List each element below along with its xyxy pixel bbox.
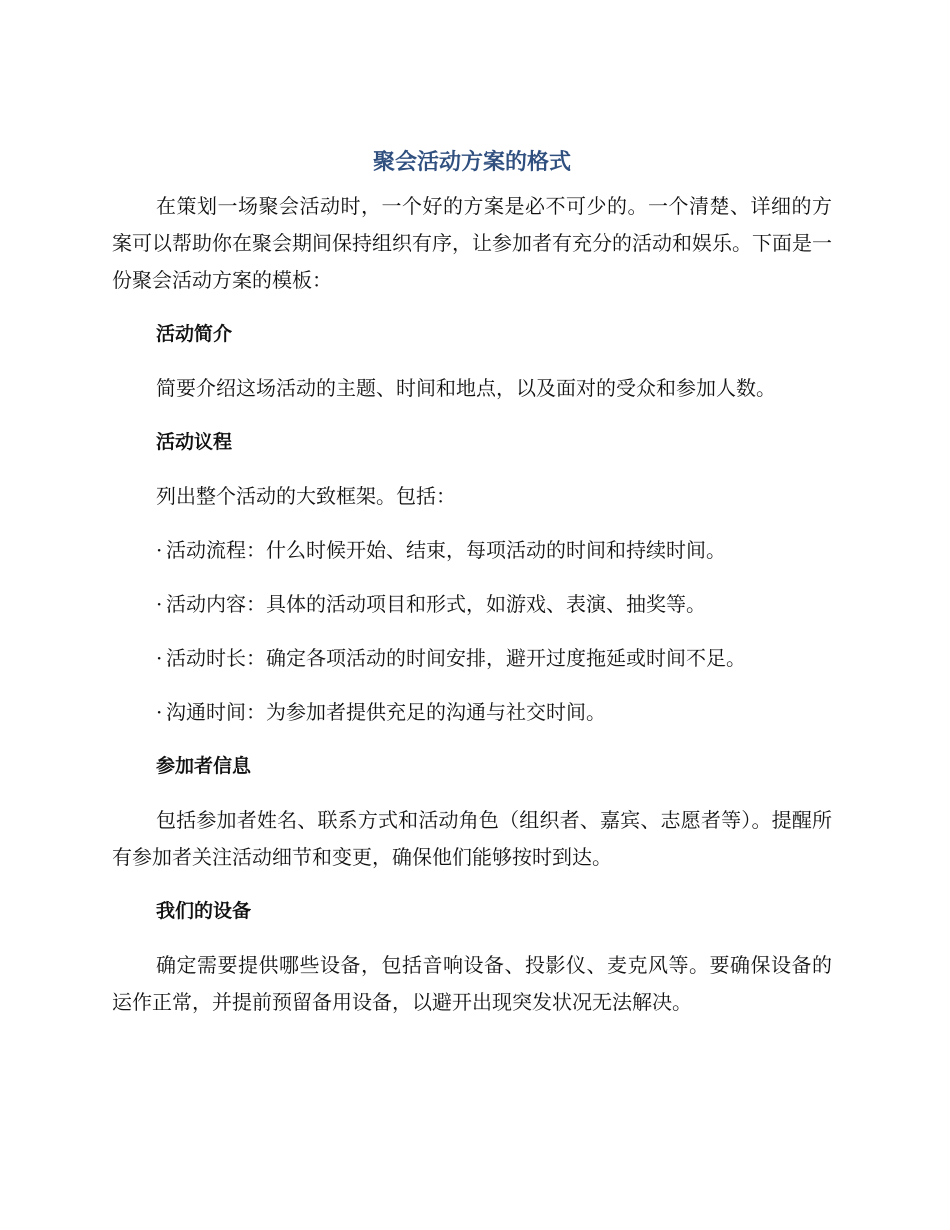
bullet-marker: ·: [156, 592, 163, 616]
bullet-text: 活动流程：什么时候开始、结束，每项活动的时间和持续时间。: [166, 538, 726, 562]
section-paragraph-overview: 简要介绍这场活动的主题、时间和地点，以及面对的受众和参加人数。: [156, 376, 776, 400]
agenda-bullet-item: [112, 586, 832, 623]
document-content: [112, 140, 832, 1038]
intro-paragraph: 在策划一场聚会活动时，一个好的方案是必不可少的。一个清楚、详细的方案可以帮助你在聚会期间保持组织有序，让参加者有充分的活动和娱乐。下面是一份聚会活动方案的模板：: [112, 194, 832, 292]
agenda-bullet-item: [112, 532, 832, 569]
document-title: 聚会活动方案的格式: [372, 150, 571, 175]
agenda-bullet-item: [112, 694, 832, 731]
bullet-text: 沟通时间：为参加者提供充足的沟通与社交时间。: [166, 700, 606, 724]
bullet-marker: ·: [156, 538, 163, 562]
bullet-text: 活动时长：确定各项活动的时间安排，避开过度拖延或时间不足。: [166, 646, 746, 670]
bullet-marker: ·: [156, 646, 163, 670]
agenda-bullet-item: [112, 640, 832, 677]
section-paragraph-equipment: 确定需要提供哪些设备，包括音响设备、投影仪、麦克风等。要确保设备的运作正常，并提前预留备用设备，以避开出现突发状况无法解决。: [112, 953, 832, 1014]
bullet-marker: ·: [156, 700, 163, 724]
bullet-text: 活动内容：具体的活动项目和形式，如游戏、表演、抽奖等。: [166, 592, 706, 616]
section-paragraph-participants: 包括参加者姓名、联系方式和活动角色（组织者、嘉宾、志愿者等）。提醒所有参加者关注活动细节和变更，确保他们能够按时到达。: [112, 808, 832, 869]
section-heading-agenda: 活动议程: [156, 431, 233, 453]
section-heading-participants: 参加者信息: [156, 755, 252, 777]
section-heading-overview: 活动简介: [156, 323, 233, 345]
section-paragraph-agenda: 列出整个活动的大致框架。包括：: [156, 484, 456, 508]
section-heading-equipment: 我们的设备: [156, 900, 252, 922]
